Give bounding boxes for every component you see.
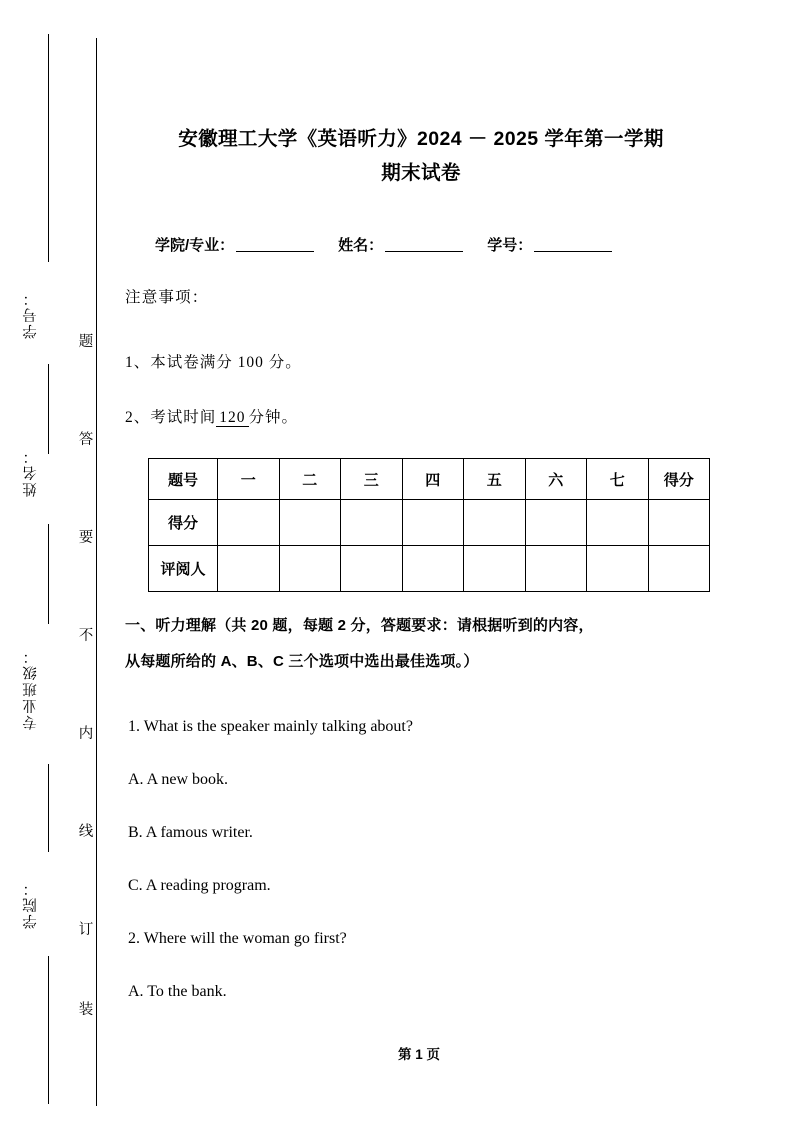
seal-char-3: 不 [78,628,94,644]
score-cell-1-5[interactable] [525,546,587,592]
notice-item-1: 1、本试卷满分 100 分。 [125,354,302,371]
name-blank[interactable] [385,251,463,252]
score-cell-0-7[interactable] [648,500,710,546]
score-cell-1-7[interactable] [648,546,710,592]
college-major-label: 学院/专业： [155,237,235,254]
score-table-header-3: 三 [341,459,403,500]
score-cell-0-6[interactable] [587,500,649,546]
title-line-2: 期末试卷 [381,162,461,184]
seal-tick-1 [48,34,49,262]
score-cell-1-2[interactable] [341,546,403,592]
student-no-blank[interactable] [534,251,612,252]
question-2-option-a[interactable]: A. To the bank. [128,983,227,1000]
score-cell-0-5[interactable] [525,500,587,546]
seal-char-1: 答 [78,432,94,448]
seal-line-inner-column [66,330,106,1050]
score-cell-0-1[interactable] [279,500,341,546]
seal-char-6: 订 [78,922,94,938]
seal-tick-5 [48,956,49,1104]
seal-char-5: 线 [78,824,94,840]
seal-char-0: 题 [78,334,94,350]
student-identification-line [155,234,715,255]
score-table-header-1: 一 [218,459,280,500]
seal-char-4: 内 [78,726,94,742]
score-cell-1-6[interactable] [587,546,649,592]
score-cell-0-2[interactable] [341,500,403,546]
page-content [125,0,725,1122]
name-label: 姓名： [338,237,384,254]
score-cell-1-3[interactable] [402,546,464,592]
question-list [128,700,688,1018]
exam-duration-value: 120 [216,409,248,427]
seal-label-class: 专业班级： [23,647,39,731]
seal-label-name: 姓名： [23,447,39,497]
section-heading-line-1: 一、听力理解（共 20 题，每题 2 分，答题要求：请根据听到的内容， [125,617,594,634]
score-table [148,458,710,592]
notice-item-2-suffix: 分钟。 [248,409,299,426]
score-cell-1-4[interactable] [464,546,526,592]
score-table-header-6: 六 [525,459,587,500]
score-table-header-8: 得分 [648,459,710,500]
score-cell-1-1[interactable] [279,546,341,592]
student-no-label: 学号： [487,237,533,254]
table-row [149,500,710,546]
score-table-header-5: 五 [464,459,526,500]
score-cell-0-3[interactable] [402,500,464,546]
seal-char-7: 装 [78,1002,94,1018]
score-table-header-4: 四 [402,459,464,500]
question-1-option-c[interactable]: C. A reading program. [128,877,271,894]
notice-heading: 注意事项： [125,289,209,306]
college-major-blank[interactable] [236,251,314,252]
section-heading-listening [125,608,713,680]
question-1-option-a[interactable]: A. A new book. [128,771,228,788]
question-2-stem: 2. Where will the woman go first? [128,930,347,947]
page-title [125,122,717,190]
table-row [149,546,710,592]
seal-char-2: 要 [78,530,94,546]
notice-item-2-prefix: 2、考试时间 [125,409,217,426]
page-number-footer: 第 1 页 [397,1047,440,1062]
table-row-header [149,459,710,500]
score-cell-1-0[interactable] [218,546,280,592]
score-table-header-7: 七 [587,459,649,500]
score-cell-0-0[interactable] [218,500,280,546]
seal-label-student-no: 学号： [23,289,39,339]
seal-label-college: 学院： [23,879,39,929]
seal-tick-3 [48,524,49,624]
section-heading-line-2: 从每题所给的 A、B、C 三个选项中选出最佳选项。） [125,653,479,670]
score-row-label-score: 得分 [149,500,218,546]
question-1-stem: 1. What is the speaker mainly talking about? [128,718,413,735]
score-table-header-0: 题号 [149,459,218,500]
title-line-1: 安徽理工大学《英语听力》2024 － 2025 学年第一学期 [178,128,664,150]
score-row-label-reviewer: 评阅人 [149,546,218,592]
notice-item-2 [125,405,298,427]
seal-tick-4 [48,764,49,852]
score-table-header-2: 二 [279,459,341,500]
score-cell-0-4[interactable] [464,500,526,546]
question-1-option-b[interactable]: B. A famous writer. [128,824,253,841]
